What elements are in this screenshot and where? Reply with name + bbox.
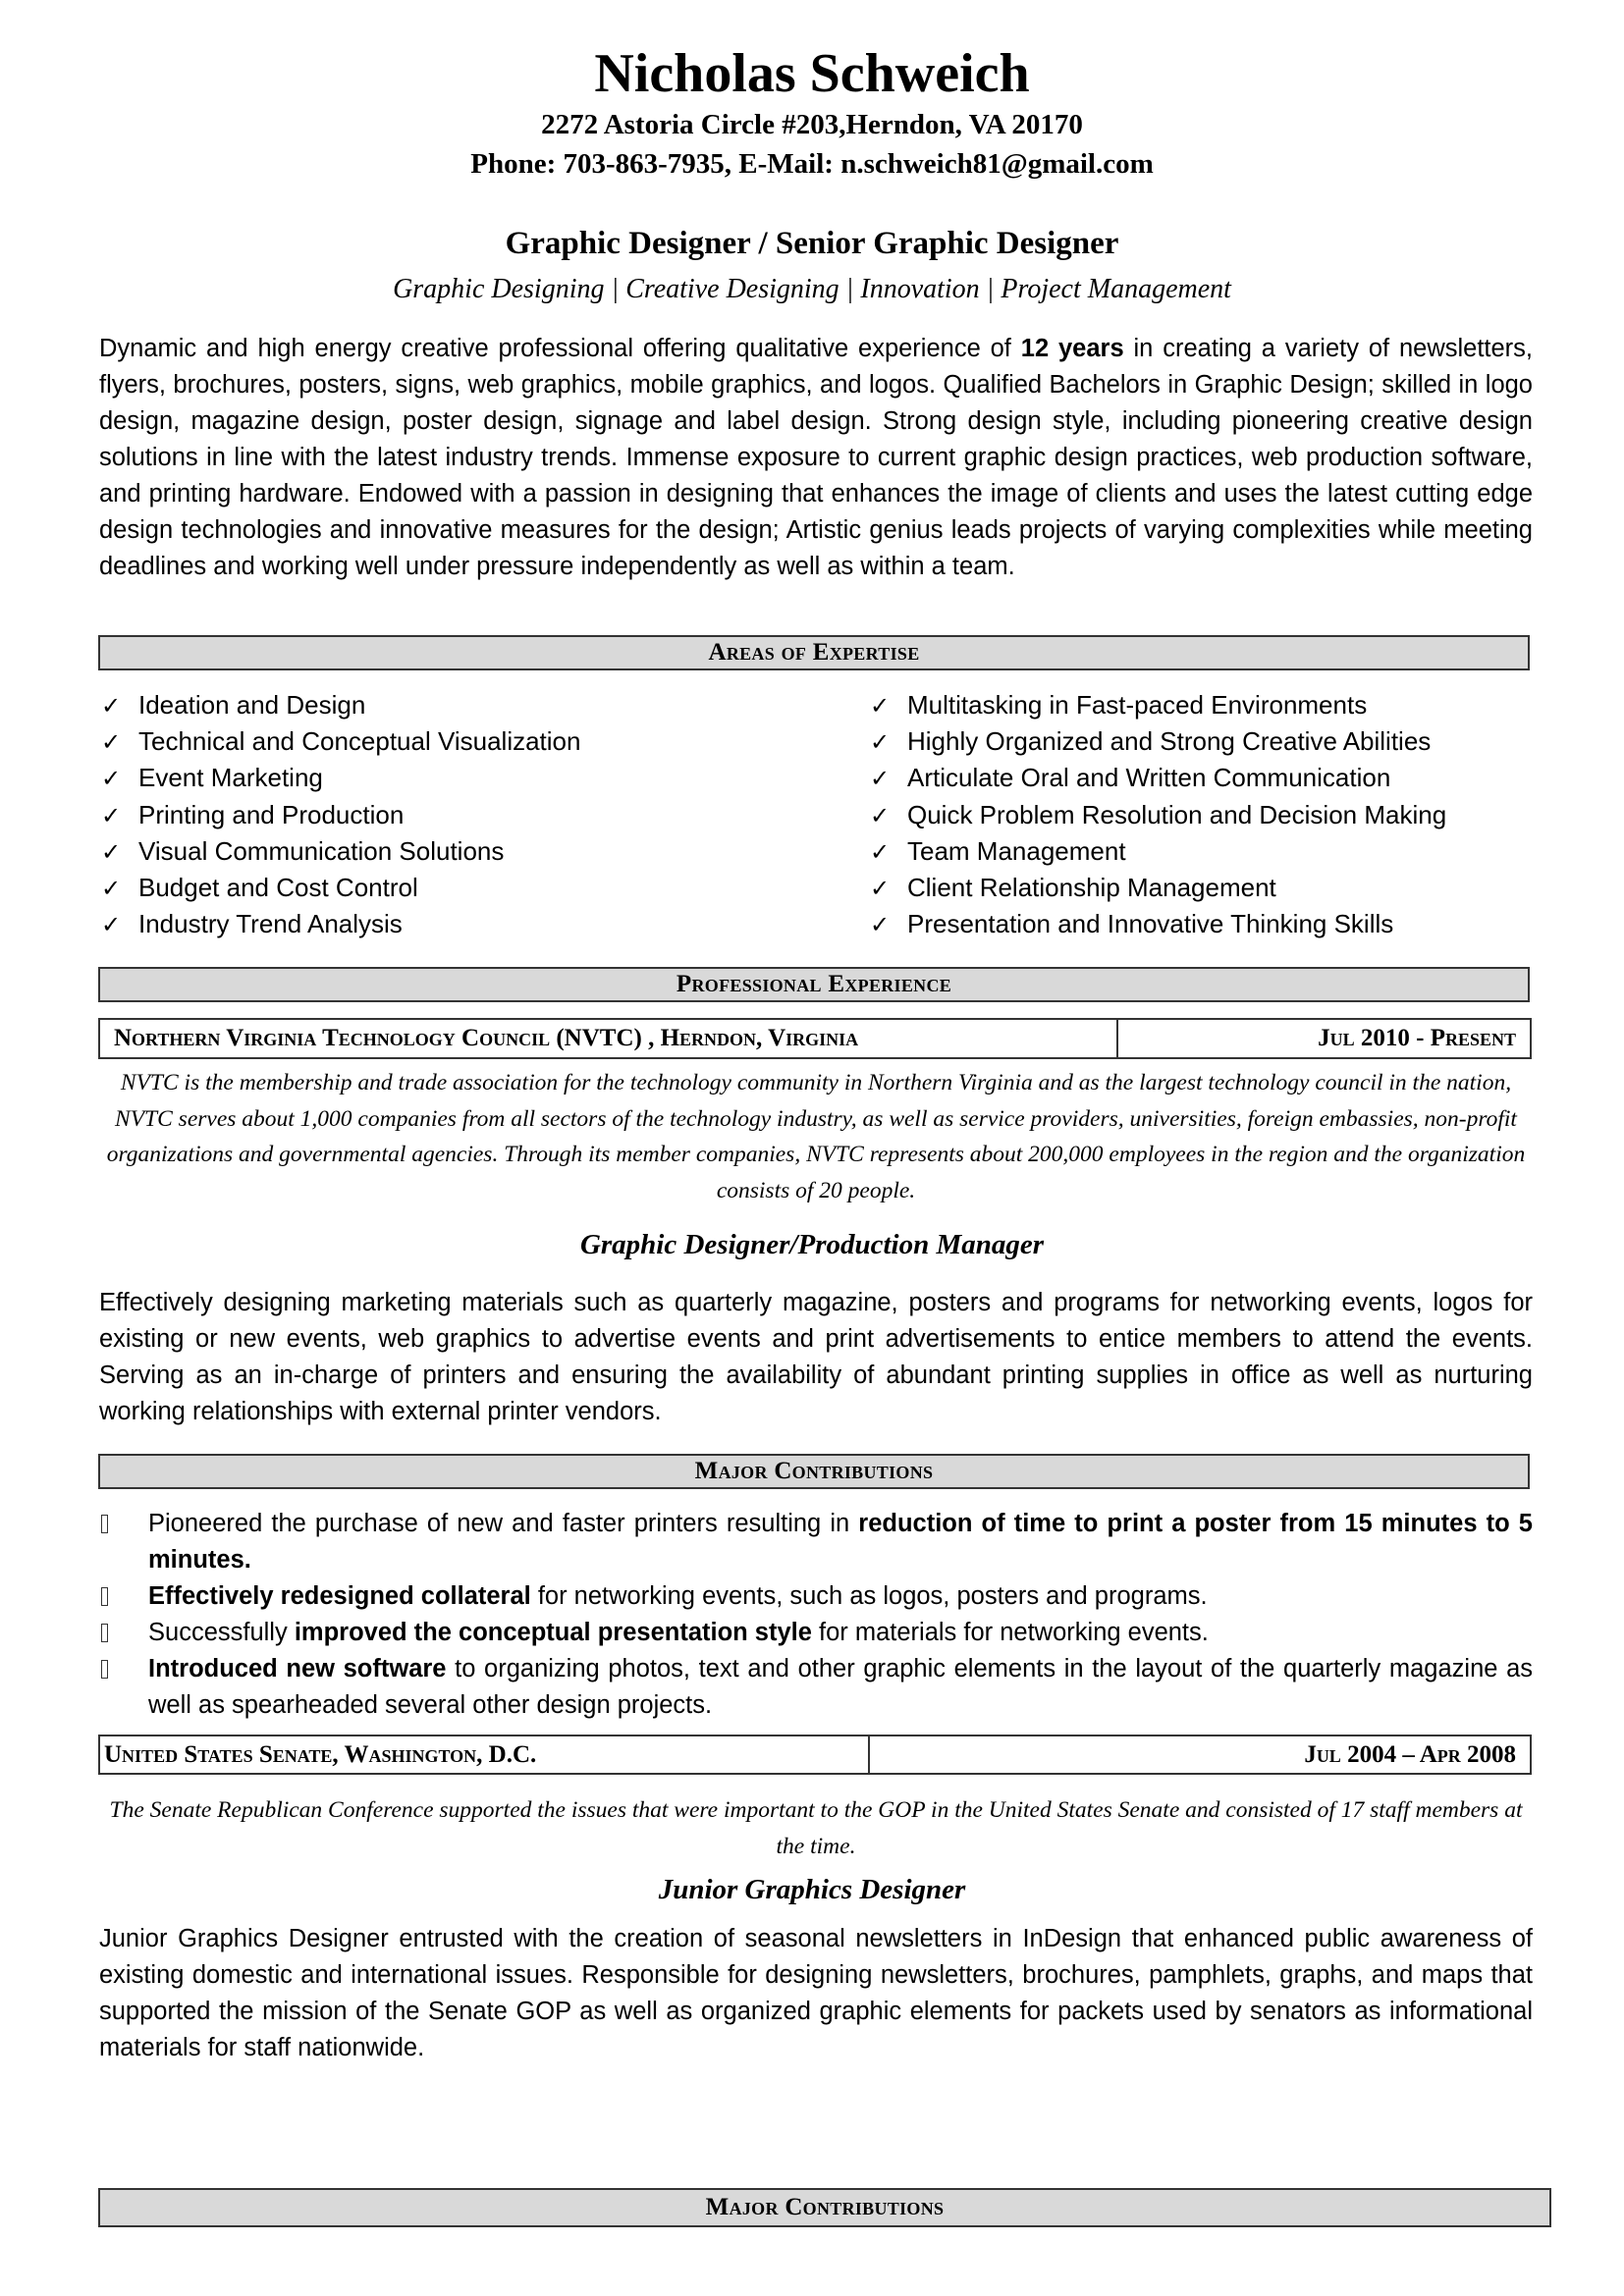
list-item-label: Client Relationship Management: [907, 872, 1276, 902]
checkmark-icon: ✓: [101, 766, 122, 793]
list-item: [101, 723, 847, 760]
checkmark-icon: ✓: [870, 875, 891, 902]
list-item: [870, 760, 1557, 796]
checkmark-icon: ✓: [870, 766, 891, 793]
expertise-left-column: [101, 687, 847, 942]
highlight: improved the conceptual presentation style: [294, 1619, 812, 1646]
list-item: [870, 687, 1557, 723]
employer-name: Northern Virginia Technology Council (NVTC) , Herndon, Virginia: [100, 1020, 1118, 1057]
highlight: reduction of time to print a poster from 15 minutes to 5 minutes.: [148, 1510, 1533, 1574]
list-item-label: Highly Organized and Strong Creative Abilities: [907, 726, 1432, 757]
checkmark-icon: ✓: [870, 693, 891, 720]
list-item-label: Multitasking in Fast-paced Environments: [907, 690, 1368, 720]
text: Pioneered the purchase of new and faster printers resulting in: [148, 1510, 859, 1537]
text: for materials for networking events.: [811, 1619, 1209, 1646]
list-item: [101, 687, 847, 723]
summary-text: Dynamic and high energy creative professional offering qualitative experience of: [99, 335, 1021, 362]
bullet-icon: [99, 1615, 148, 1651]
list-item-label: Presentation and Innovative Thinking Skills: [907, 909, 1394, 939]
list-item: [99, 1615, 1533, 1651]
section-bar-contributions: [98, 2188, 1551, 2227]
checkmark-icon: ✓: [101, 802, 122, 829]
address: 2272 Astoria Circle #203,Herndon, VA 20170: [541, 109, 1083, 140]
text: to organizing photos, text and other graphic elements in the layout of the quarterly magazine as well as spearheaded several other design projects.: [148, 1655, 1534, 1719]
list-item: [101, 760, 847, 796]
section-heading: Areas of Expertise: [708, 639, 920, 666]
highlight: Introduced new software: [148, 1655, 447, 1682]
checkmark-icon: ✓: [870, 912, 891, 939]
section-heading: Professional Experience: [676, 971, 952, 997]
employment-dates: Jul 2010 - Present: [1318, 1025, 1516, 1051]
list-item: [99, 1578, 1533, 1615]
bullet-icon: [99, 1651, 148, 1724]
list-item-label: Visual Communication Solutions: [138, 835, 505, 866]
checkmark-icon: ✓: [101, 875, 122, 902]
section-bar-contributions: [98, 1454, 1530, 1489]
summary-paragraph: [99, 331, 1533, 585]
list-item: [870, 833, 1557, 870]
summary-highlight: 12 years: [1020, 335, 1124, 362]
checkmark-icon: ✓: [101, 693, 122, 720]
expertise-right-column: [870, 687, 1557, 942]
list-item: [99, 1506, 1533, 1578]
section-bar-experience: [98, 967, 1530, 1002]
bullet-icon: [99, 1506, 148, 1578]
list-item: [99, 1651, 1533, 1724]
list-item-label: Team Management: [907, 835, 1126, 866]
org-description: The Senate Republican Conference supported the issues that were important to the GOP in the United States Senate and consisted of 17 staff members at the time.: [109, 1797, 1523, 1859]
list-item-label: Ideation and Design: [138, 690, 366, 720]
checkmark-icon: ✓: [870, 838, 891, 866]
list-item: [870, 906, 1557, 942]
employer-name: United States Senate, Washington, D.C.: [100, 1736, 870, 1773]
subtitle-keywords: Graphic Designing | Creative Designing | Innovation | Project Management: [393, 274, 1231, 304]
list-item-label: Technical and Conceptual Visualization: [138, 726, 581, 757]
text: Successfully: [148, 1619, 295, 1646]
list-item: [870, 870, 1557, 906]
list-item-label: Budget and Cost Control: [138, 872, 418, 902]
list-item: [870, 723, 1557, 760]
job-role: Graphic Designer/Production Manager: [579, 1229, 1045, 1260]
checkmark-icon: ✓: [870, 802, 891, 829]
contact-line: Phone: 703-863-7935, E-Mail: n.schweich81@gmail.com: [470, 148, 1154, 180]
bullet-icon: [99, 1578, 148, 1615]
list-item: [870, 797, 1557, 833]
highlight: Effectively redesigned collateral: [148, 1582, 531, 1610]
list-item-label: Quick Problem Resolution and Decision Making: [907, 799, 1447, 829]
list-item: [101, 797, 847, 833]
list-item: [101, 870, 847, 906]
section-heading: Major Contributions: [694, 1458, 934, 1484]
checkmark-icon: ✓: [101, 838, 122, 866]
summary-text: in creating a variety of newsletters, flyers, brochures, posters, signs, web graphics, mobile graphics, and logos. Qualified Bachelors in Graphic Design; skilled in logo design, magazine design, poster design, signage and label design. Strong design style, including pioneering creative design solutions in line with the latest industry trends. Immense exposure to current graphic design practices, web production software, and printing hardware. Endowed with a passion in designing that enhances the image of clients and uses the latest cutting edge design technologies and innovative measures for the design; Artistic genius leads projects of varying complexities while meeting deadlines and working well under pressure independently as well as within a team.: [99, 335, 1534, 580]
job-header-senate: [98, 1735, 1532, 1775]
section-bar-expertise: [98, 635, 1530, 670]
contributions-list: [99, 1506, 1533, 1724]
list-item: [101, 906, 847, 942]
checkmark-icon: ✓: [870, 729, 891, 757]
checkmark-icon: ✓: [101, 729, 122, 757]
employment-dates: Jul 2004 – Apr 2008: [1304, 1740, 1516, 1768]
text: for networking events, such as logos, posters and programs.: [530, 1582, 1208, 1610]
job-header-nvtc: [98, 1018, 1532, 1059]
checkmark-icon: ✓: [101, 912, 122, 939]
list-item-label: Articulate Oral and Written Communication: [907, 763, 1391, 793]
list-item-label: Industry Trend Analysis: [138, 909, 403, 939]
job-description: Effectively designing marketing materials such as quarterly magazine, posters and programs for networking events, logos for existing or new events, web graphics to advertise events and print advertisements to entice members to attend the events. Serving as an in-charge of printers and ensuring the availability of abundant printing supplies in office as well as nurturing working relationships with external printer vendors.: [99, 1289, 1533, 1425]
target-title: Graphic Designer / Senior Graphic Designer: [505, 226, 1119, 261]
list-item: [101, 833, 847, 870]
list-item-label: Event Marketing: [138, 763, 323, 793]
section-heading: Major Contributions: [705, 2194, 945, 2220]
org-description: NVTC is the membership and trade association for the technology community in Northern Virginia and as the largest technology council in the nation, NVTC serves about 1,000 companies from all sectors of the technology industry, as well as service providers, universities, foreign embassies, non-profit organizations and governmental agencies. Through its member companies, NVTC represents about 200,000 employees in the region and the organization consists of 20 people.: [106, 1070, 1526, 1203]
job-description: Junior Graphics Designer entrusted with the creation of seasonal newsletters in InDesign that enhanced public awareness of existing domestic and international issues. Responsible for designing newsletters, brochures, pamphlets, graphs, and maps that supported the mission of the Senate GOP as well as organized graphic elements for packets used by senators as informational materials for staff nationwide.: [99, 1925, 1533, 2061]
candidate-name: Nicholas Schweich: [594, 43, 1030, 104]
job-role: Junior Graphics Designer: [658, 1874, 966, 1905]
list-item-label: Printing and Production: [138, 799, 405, 829]
